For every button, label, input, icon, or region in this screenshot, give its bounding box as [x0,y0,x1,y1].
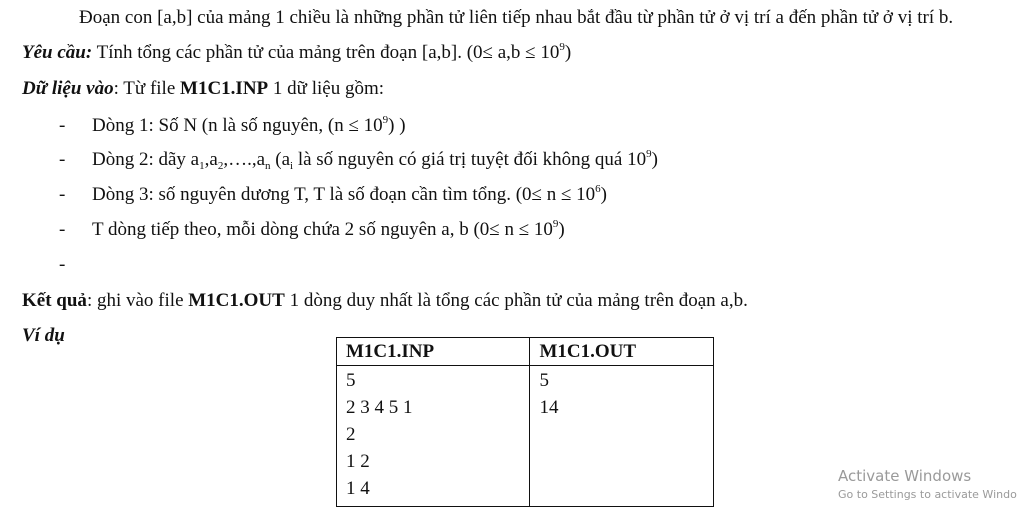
example-input-line: 1 4 [346,478,370,499]
line2-e: là số nguyên có giá trị tuyệt đối không quá 10 [293,149,647,170]
example-table [336,337,714,507]
result-label: Kết quả [22,290,87,311]
line2-tail: ) [651,149,658,170]
requirement-tail: ) [564,42,572,63]
line4-tail: ) [558,219,565,240]
line1-text: Dòng 1: Số N (n là số nguyên, (n ≤ 10 [92,115,383,136]
result-text-2: 1 dòng duy nhất là tổng các phần tử của mảng trên đoạn a,b. [284,290,748,311]
line3-tail: ) [600,184,607,205]
bullet-dash-3: - [59,184,66,205]
input-line [22,77,384,101]
line2-exponent: 9 [646,148,652,160]
line4-text: T dòng tiếp theo, mỗi dòng chứa 2 số nguyên a, b (0≤ n ≤ 10 [92,219,553,240]
result-file-name: M1C1.OUT [188,290,285,311]
line4-exponent: 9 [552,218,559,230]
bullet-dash-1: - [59,115,66,136]
line3-text: Dòng 3: số nguyên dương T, T là số đoạn cần tìm tổng. (0≤ n ≤ 10 [92,184,596,205]
line2-c: ,….,a [223,149,265,170]
line1-tail: ) ) [388,115,406,136]
activate-windows-subtitle: Go to Settings to activate Windo [838,488,1017,501]
line2-b: ,a [204,149,218,170]
example-input-line: 1 2 [346,451,370,472]
line2-sub-i: i [290,160,294,172]
example-table-header-row [337,338,714,366]
example-input-line: 5 [346,370,356,391]
requirement-text: Tính tổng các phần tử của mảng trên đoạn [a,b]. (0≤ a,b ≤ 10 [92,42,560,63]
intro-paragraph [79,6,953,30]
line2-sub-n: n [265,160,271,172]
result-text-1: : ghi vào file [86,290,189,311]
result-line [22,289,748,313]
input-colon: : Từ file [113,78,181,99]
line2-a: Dòng 2: dãy a [92,149,200,170]
bullet-dash-5: - [59,254,66,275]
line2-sub-1: 1 [199,160,205,172]
requirement-line [22,41,571,65]
requirement-exponent: 9 [559,41,565,53]
example-output-line: 5 [539,370,549,391]
example-output-line: 14 [539,397,559,418]
example-header-input: M1C1.INP [337,338,530,366]
example-input-line: 2 [346,424,356,445]
requirement-label: Yêu cầu: [22,42,93,63]
example-table-body-row [337,366,714,507]
example-label-line [22,324,65,348]
line2-sub-2: 2 [217,160,224,172]
activate-windows-title: Activate Windows [838,467,972,485]
line2-d: (a [270,149,291,170]
intro-text: Đoạn con [a,b] của mảng 1 chiều là những phần tử liên tiếp nhau bắt đầu từ phần tử ở vị trí a đến phần tử ở vị trí b. [79,7,954,28]
example-label: Ví dụ [22,325,65,346]
line3-exponent: 6 [595,183,601,195]
example-input-cell [337,366,530,507]
example-input-line: 2 3 4 5 1 [346,397,413,418]
input-file-name: M1C1.INP [180,78,269,99]
example-header-output: M1C1.OUT [530,338,714,366]
example-output-cell [530,366,714,507]
bullet-dash-2: - [59,149,66,170]
input-label: Dữ liệu vào [22,78,114,99]
line1-exponent: 9 [382,114,389,126]
bullet-dash-4: - [59,219,66,240]
input-text: 1 dữ liệu gồm: [268,78,385,99]
